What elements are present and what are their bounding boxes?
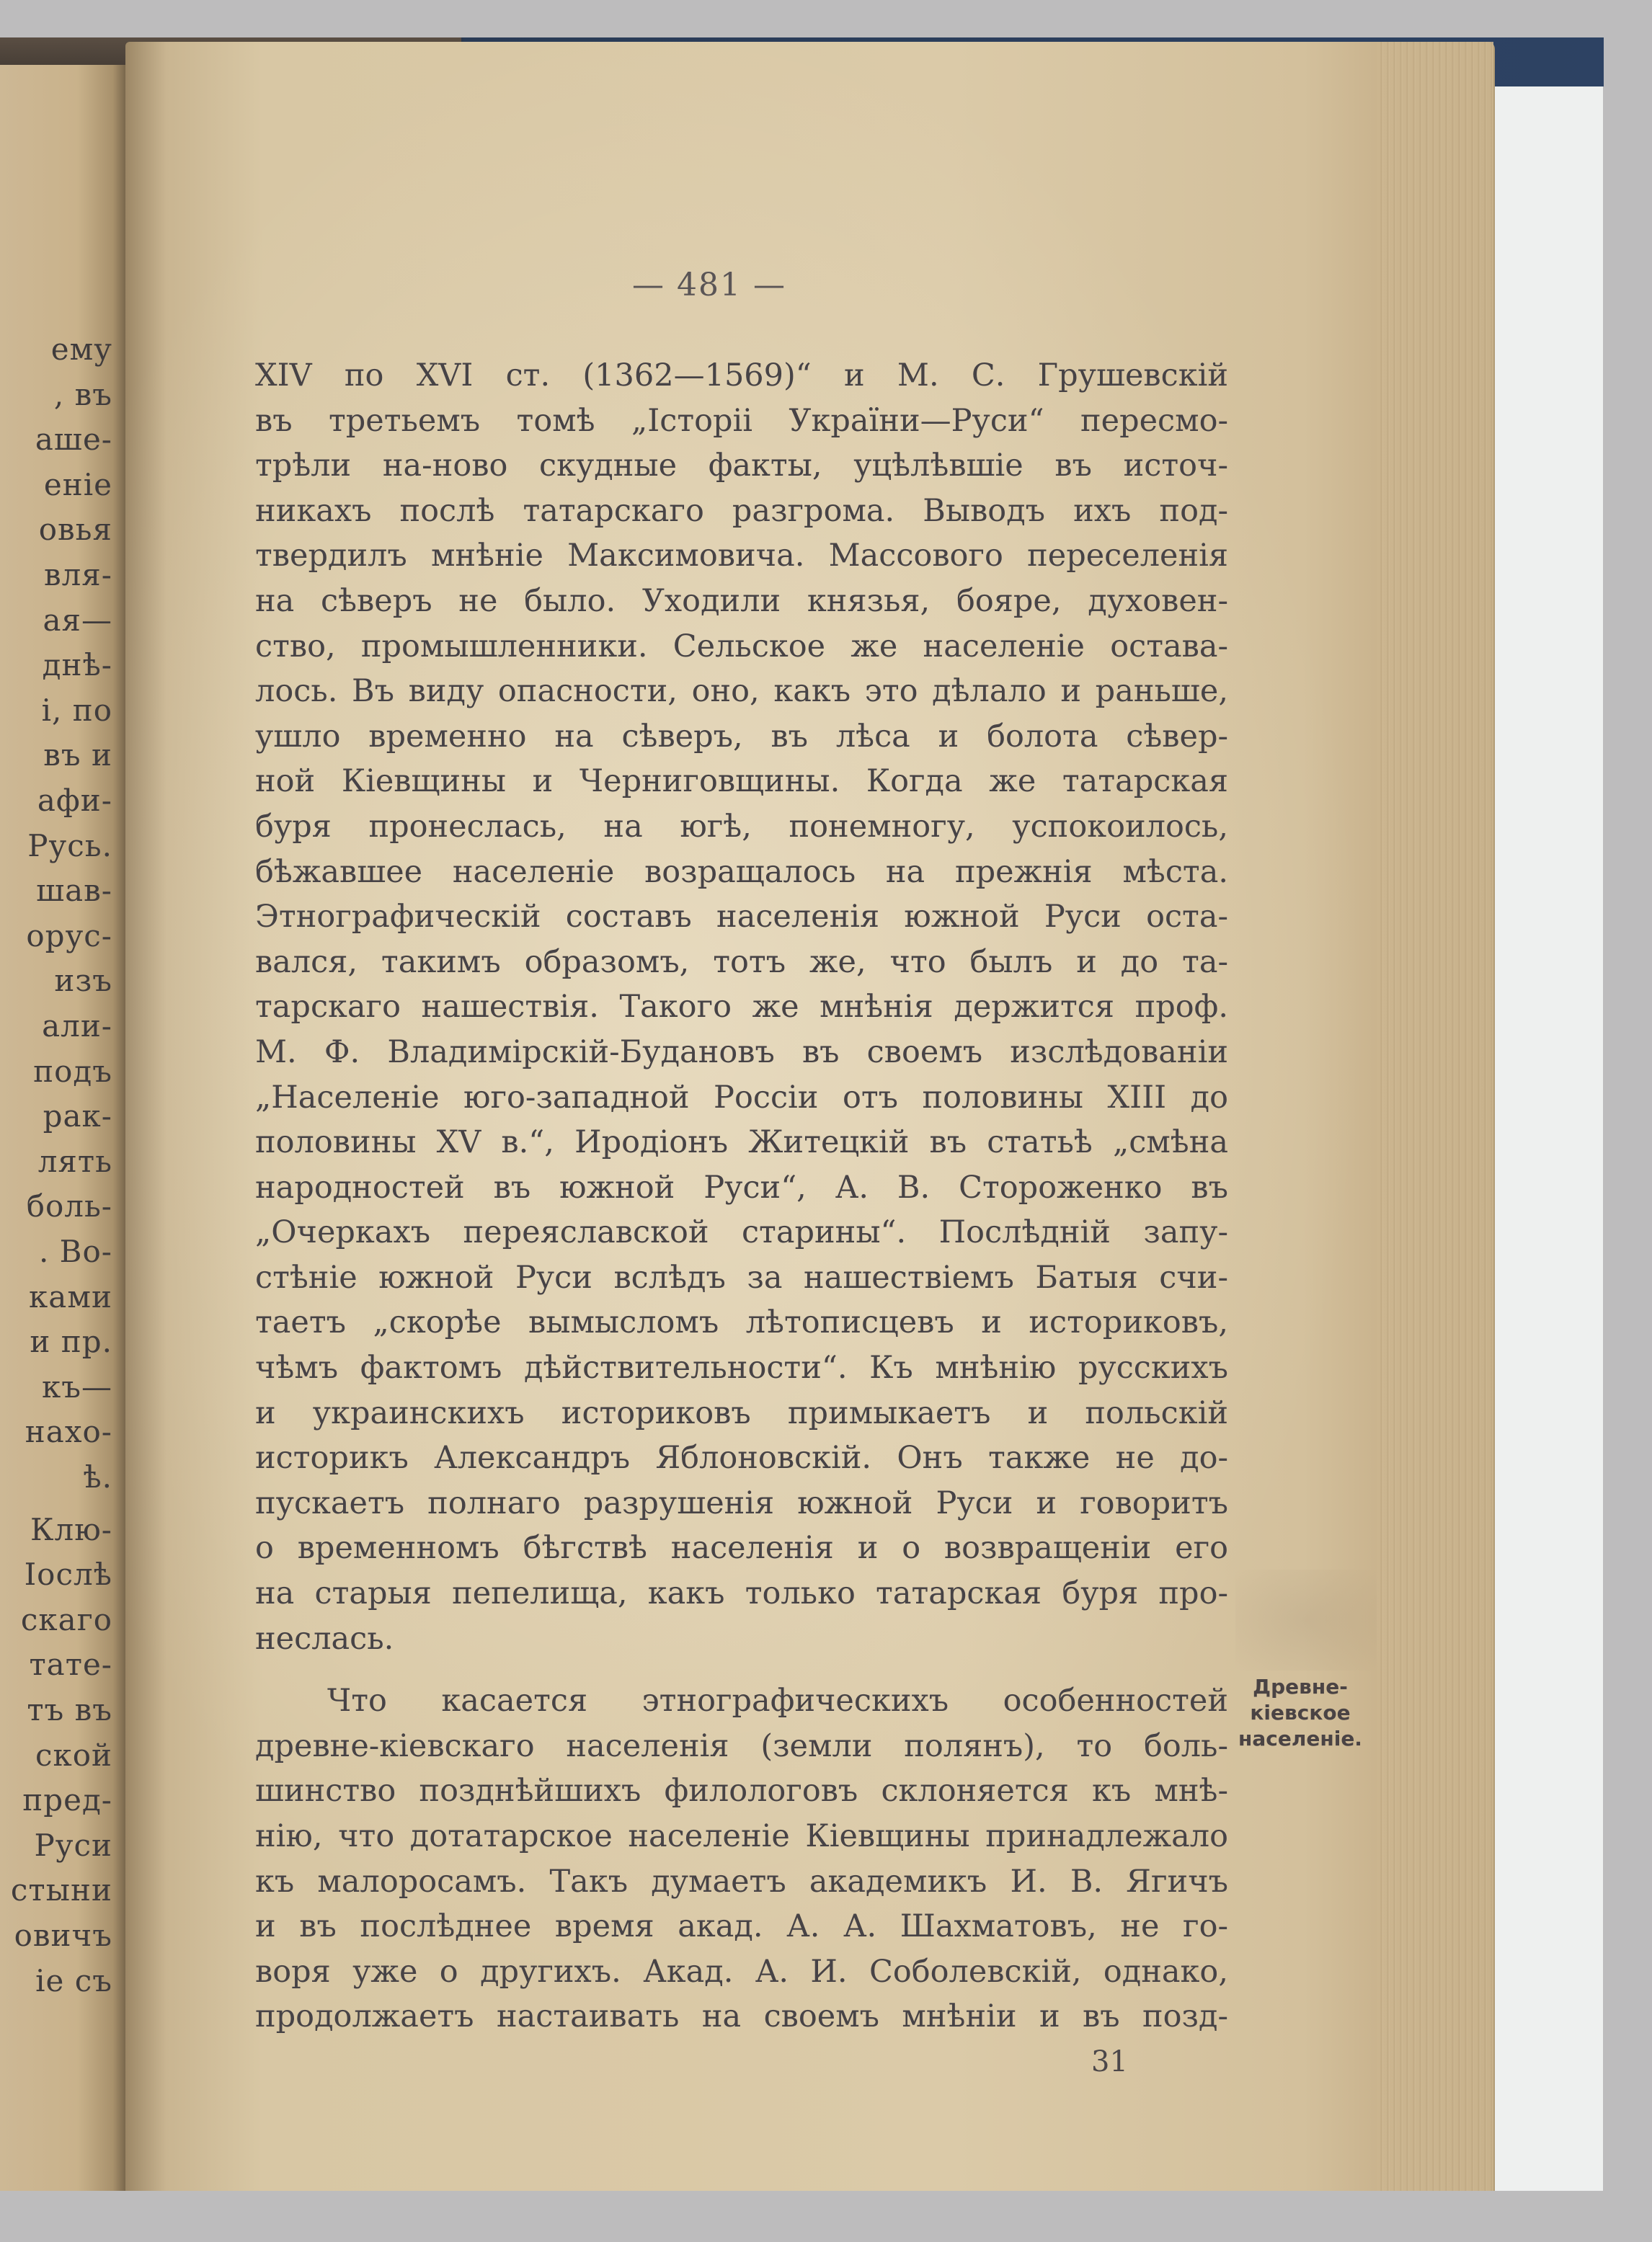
facing-page-fragment: тате- bbox=[29, 1647, 112, 1683]
margin-note bbox=[1235, 1674, 1365, 1752]
text-line: и украинскихъ историковъ примыкаетъ и польскій bbox=[255, 1394, 1228, 1431]
text-line: лось. Въ виду опасности, оно, какъ это дѣлало и раньше, bbox=[255, 673, 1228, 710]
text-line: древне-кіевскаго населенія (земли полянъ), то боль- bbox=[255, 1727, 1228, 1764]
facing-page-fragment: Руси bbox=[34, 1827, 112, 1863]
margin-note-line: Древне- bbox=[1253, 1675, 1348, 1699]
facing-page-fragment: стыни bbox=[10, 1872, 112, 1908]
text-line: воря уже о другихъ. Акад. А. И. Соболевскій, однако, bbox=[255, 1953, 1228, 1990]
background-bottom bbox=[0, 2191, 1652, 2242]
text-line: вался, такимъ образомъ, тотъ же, что былъ и до та- bbox=[255, 943, 1228, 980]
text-line: трѣли на-ново скудные факты, уцѣлѣвшіе въ источ- bbox=[255, 448, 1228, 484]
facing-page-fragment: орус- bbox=[26, 917, 112, 953]
margin-note-line: кіевское bbox=[1250, 1701, 1351, 1725]
facing-page-fragment: али- bbox=[42, 1008, 112, 1044]
facing-page-fragment: въ и bbox=[43, 737, 112, 773]
text-line: никахъ послѣ татарскаго разгрома. Выводъ ихъ под- bbox=[255, 492, 1228, 529]
text-line: историкъ Александръ Яблоновскій. Онъ также не до- bbox=[255, 1440, 1228, 1477]
facing-page-fragment: Клю- bbox=[30, 1511, 112, 1547]
facing-page-fragment: нахо- bbox=[25, 1414, 112, 1450]
facing-page-fragment: овичъ bbox=[14, 1918, 112, 1953]
text-line: твердилъ мнѣніе Максимовича. Массового переселенія bbox=[255, 538, 1228, 574]
facing-page-fragment: ему bbox=[50, 332, 112, 367]
facing-page-fragment: лять bbox=[37, 1143, 112, 1179]
facing-page-fragment: пред- bbox=[22, 1782, 112, 1818]
margin-note-line: населеніе. bbox=[1238, 1727, 1362, 1751]
text-line: и въ послѣднее время акад. А. А. Шахматовъ, не го- bbox=[255, 1908, 1228, 1945]
facing-page-fragment: ской bbox=[35, 1737, 112, 1773]
text-line: ушло временно на сѣверъ, въ лѣса и болота сѣвер- bbox=[255, 718, 1228, 755]
facing-page-fragment: днѣ- bbox=[42, 647, 112, 683]
text-line: ной Кіевщины и Черниговщины. Когда же татарская bbox=[255, 763, 1228, 800]
facing-page-fragment: скаго bbox=[20, 1601, 112, 1637]
facing-page bbox=[0, 65, 128, 2191]
facing-page-fragment: ѣ. bbox=[83, 1459, 112, 1495]
text-line: къ малоросамъ. Такъ думаетъ академикъ И. В. Ягичъ bbox=[255, 1863, 1228, 1900]
text-line: въ третьемъ томѣ „Історіі Украïни—Руси“ пересмо- bbox=[255, 402, 1228, 439]
facing-page-fragment: . Во- bbox=[38, 1234, 112, 1269]
facing-page-fragment: изъ bbox=[54, 963, 112, 999]
text-line: неслась. bbox=[255, 1620, 394, 1657]
text-line: на старыя пепелища, какъ только татарская буря про- bbox=[255, 1575, 1228, 1612]
text-line: „Населеніе юго-западной Россіи отъ половины XIII до bbox=[255, 1079, 1228, 1116]
facing-page-fragment: овья bbox=[38, 512, 112, 548]
text-line: на сѣверъ не было. Уходили князья, бояре, духовен- bbox=[255, 582, 1228, 619]
facing-page-fragment: аше- bbox=[35, 422, 112, 458]
text-line: буря пронеслась, на югѣ, понемногу, успокоилось, bbox=[255, 808, 1228, 845]
facing-page-fragment: шав- bbox=[36, 873, 112, 909]
ink-bleed bbox=[1235, 1570, 1380, 1671]
text-line: бѣжавшее населеніе возращалось на прежнія мѣста. bbox=[255, 853, 1228, 890]
text-line: народностей въ южной Руси“, А. В. Стороженко въ bbox=[255, 1169, 1228, 1206]
text-line: Этнографическій составъ населенія южной Руси оста- bbox=[255, 899, 1228, 935]
text-line: таетъ „скорѣе вымысломъ лѣтописцевъ и историковъ, bbox=[255, 1304, 1228, 1341]
facing-page-fragment: і, по bbox=[41, 692, 112, 728]
book-page bbox=[125, 42, 1495, 2191]
facing-page-fragment: , въ bbox=[53, 376, 112, 412]
text-line: XIV по XVI ст. (1362—1569)“ и М. С. Грушевскій bbox=[255, 357, 1228, 393]
facing-page-fragment: Іослѣ bbox=[24, 1557, 112, 1593]
text-line: ство, промышленники. Сельское же населеніе остава- bbox=[255, 628, 1228, 664]
text-line: шинство позднѣйшихъ филологовъ склоняется къ мнѣ- bbox=[255, 1773, 1228, 1810]
facing-page-fragment: іе съ bbox=[35, 1962, 112, 1998]
facing-page-fragment: ками bbox=[29, 1278, 112, 1314]
facing-page-fragment: тъ въ bbox=[27, 1692, 112, 1727]
facing-page-fragment: подъ bbox=[33, 1053, 112, 1089]
text-line: пускаетъ полнаго разрушенія южной Руси и говоритъ bbox=[255, 1485, 1228, 1521]
text-line: половины XV в.“, Иродіонъ Житецкій въ статьѣ „смѣна bbox=[255, 1124, 1228, 1161]
text-line: М. Ф. Владимірскій-Будановъ въ своемъ изслѣдованіи bbox=[255, 1033, 1228, 1070]
text-line: тарскаго нашествія. Такого же мнѣнія держится проф. bbox=[255, 989, 1228, 1026]
facing-page-fragment: и пр. bbox=[30, 1324, 112, 1360]
signature-number: 31 bbox=[1091, 2045, 1128, 2078]
page-edges bbox=[1377, 42, 1493, 2191]
facing-page-fragment: вля- bbox=[43, 557, 112, 592]
text-line: Что касается этнографическихъ особенностей bbox=[327, 1683, 1228, 1720]
text-line: „Очеркахъ переяславской старины“. Послѣдній запу- bbox=[255, 1214, 1228, 1251]
text-line: стѣніе южной Руси вслѣдъ за нашествіемъ Батыя счи- bbox=[255, 1259, 1228, 1296]
facing-page-fragment: рак- bbox=[43, 1098, 112, 1134]
facing-page-fragment: къ— bbox=[42, 1369, 112, 1405]
text-line: продолжаетъ настаивать на своемъ мнѣніи и въ позд- bbox=[255, 1998, 1228, 2035]
facing-page-fragment: еніе bbox=[43, 466, 112, 502]
facing-page-fragment: ая— bbox=[43, 602, 112, 638]
body-text bbox=[255, 353, 1228, 2039]
facing-page-fragment: афи- bbox=[37, 783, 112, 818]
text-line: о временномъ бѣгствѣ населенія и о возвращеніи его bbox=[255, 1530, 1228, 1567]
text-line: чѣмъ фактомъ дѣйствительности“. Къ мнѣнію русскихъ bbox=[255, 1350, 1228, 1387]
facing-page-fragment: Русь. bbox=[27, 827, 112, 863]
text-line: нію, что дотатарское населеніе Кіевщины принадлежало bbox=[255, 1818, 1228, 1854]
background-right bbox=[1493, 86, 1603, 2191]
page-number: — 481 — bbox=[632, 267, 786, 303]
facing-page-fragment: боль- bbox=[26, 1188, 112, 1224]
